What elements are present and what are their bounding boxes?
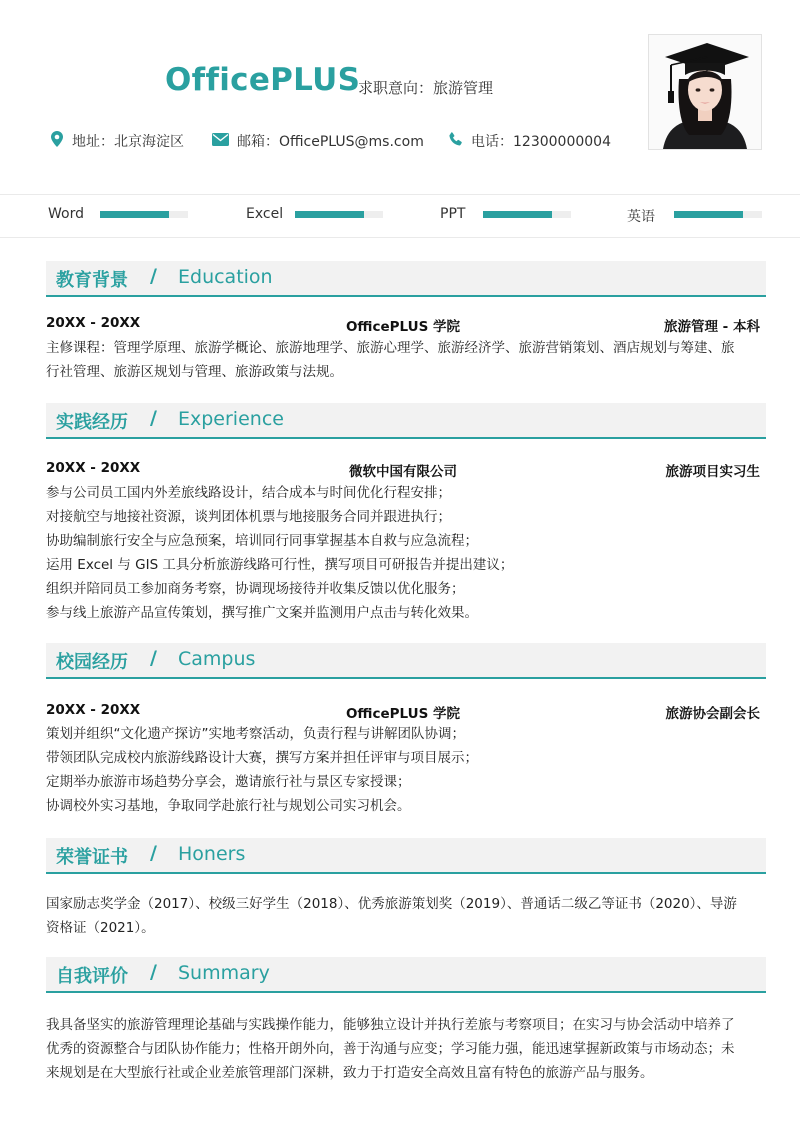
entry-organization: OfficePLUS 学院 xyxy=(345,319,461,335)
entry-organization: 微软中国有限公司 xyxy=(349,464,457,480)
section-header-education xyxy=(46,261,766,297)
contact-phone xyxy=(448,131,611,151)
skill-label: Word xyxy=(48,206,84,222)
section-title-en: Experience xyxy=(178,408,284,430)
email-text: 邮箱：OfficePLUS@ms.com xyxy=(237,134,424,150)
detail-line: 运用 Excel 与 GIS 工具分析旅游线路可行性，撰写项目可研报告并提出建议； xyxy=(46,557,514,573)
section-title-cn: 教育背景 xyxy=(56,270,128,291)
honors-details xyxy=(46,892,762,940)
detail-line: 参与线上旅游产品宣传策划，撰写推广文案并监测用户点击与转化效果。 xyxy=(46,605,478,621)
skill-label: Excel xyxy=(246,206,284,222)
skill-bar-english xyxy=(674,211,762,218)
skill-label: PPT xyxy=(440,206,466,222)
campus-details xyxy=(46,722,762,818)
detail-line: 组织并陪同员工参加商务考察，协调现场接待并收集反馈以优化服务； xyxy=(46,581,465,597)
address-text: 地址：北京海淀区 xyxy=(72,134,184,150)
section-divider: / xyxy=(150,647,157,669)
contact-address xyxy=(50,131,184,151)
section-header-honors xyxy=(46,838,766,874)
section-divider: / xyxy=(150,842,157,864)
detail-line: 资格证（2021）。 xyxy=(46,920,155,936)
section-title-cn: 实践经历 xyxy=(56,412,128,433)
section-header-experience xyxy=(46,403,766,439)
education-details xyxy=(46,336,762,384)
detail-line: 我具备坚实的旅游管理理论基础与实践操作能力，能够独立设计并执行差旅与考察项目；在实习与协会活动中培养了 xyxy=(46,1017,735,1033)
section-title-cn: 荣誉证书 xyxy=(56,847,128,868)
skill-bar-excel xyxy=(295,211,383,218)
detail-line: 行社管理、旅游区规划与管理、旅游政策与法规。 xyxy=(46,364,343,380)
detail-line: 主修课程：管理学原理、旅游学概论、旅游地理学、旅游心理学、旅游经济学、旅游营销策划、酒店规划与筹建、旅 xyxy=(46,340,735,356)
skill-bar-ppt xyxy=(483,211,571,218)
profile-photo xyxy=(648,34,762,150)
entry-date: 20XX - 20XX xyxy=(46,315,141,331)
section-title-cn: 自我评价 xyxy=(56,966,128,987)
section-header-summary xyxy=(46,957,766,993)
detail-line: 定期举办旅游市场趋势分享会，邀请旅行社与景区专家授课； xyxy=(46,774,411,790)
detail-line: 带领团队完成校内旅游线路设计大赛，撰写方案并担任评审与项目展示； xyxy=(46,750,478,766)
mail-icon xyxy=(212,133,237,150)
skill-word xyxy=(48,206,84,222)
skill-english xyxy=(627,206,655,226)
entry-role: 旅游协会副会长 xyxy=(665,706,760,722)
experience-entry-header xyxy=(46,460,760,480)
section-divider: / xyxy=(150,407,157,429)
contact-email xyxy=(212,131,424,151)
phone-text: 电话：12300000004 xyxy=(471,134,611,150)
entry-date: 20XX - 20XX xyxy=(46,460,141,476)
detail-line: 协调校外实习基地，争取同学赴旅行社与规划公司实习机会。 xyxy=(46,798,411,814)
detail-line: 优秀的资源整合与团队协作能力；性格开朗外向，善于沟通与应变；学习能力强，能迅速掌握新政策与市场动态；未 xyxy=(46,1041,735,1057)
detail-line: 协助编制旅行安全与应急预案，培训同行同事掌握基本自救与应急流程； xyxy=(46,533,478,549)
skill-ppt xyxy=(440,206,465,222)
campus-entry-header xyxy=(46,702,760,722)
section-header-campus xyxy=(46,643,766,679)
phone-icon xyxy=(448,132,471,151)
detail-line: 国家励志奖学金（2017）、校级三好学生（2018）、优秀旅游策划奖（2019）、普通话二级乙等证书（2020）、导游 xyxy=(46,896,737,912)
candidate-name: OfficePLUS xyxy=(165,62,361,98)
entry-role: 旅游管理 - 本科 xyxy=(663,319,760,335)
skill-label: 英语 xyxy=(627,209,655,225)
skill-bar-word xyxy=(100,211,188,218)
skill-excel xyxy=(246,206,283,222)
entry-role: 旅游项目实习生 xyxy=(665,464,760,480)
location-icon xyxy=(50,131,72,151)
experience-details xyxy=(46,481,762,625)
entry-date: 20XX - 20XX xyxy=(46,702,141,718)
section-title-en: Education xyxy=(178,266,273,288)
section-title-en: Honers xyxy=(178,843,246,865)
section-title-en: Summary xyxy=(178,962,270,984)
detail-line: 策划并组织“文化遗产探访”实地考察活动，负责行程与讲解团队协调； xyxy=(46,726,465,742)
section-divider: / xyxy=(150,961,157,983)
entry-organization: OfficePLUS 学院 xyxy=(345,706,461,722)
education-entry-header xyxy=(46,315,760,335)
detail-line: 对接航空与地接社资源，谈判团体机票与地接服务合同并跟进执行； xyxy=(46,509,451,525)
summary-details xyxy=(46,1013,762,1085)
section-title-cn: 校园经历 xyxy=(56,652,128,673)
detail-line: 来规划是在大型旅行社或企业差旅管理部门深耕，致力于打造安全高效且富有特色的旅游产品与服务。 xyxy=(46,1065,654,1081)
section-divider: / xyxy=(150,265,157,287)
section-title-en: Campus xyxy=(178,648,256,670)
detail-line: 参与公司员工国内外差旅线路设计，结合成本与时间优化行程安排； xyxy=(46,485,451,501)
job-intent: 求职意向：旅游管理 xyxy=(358,79,494,97)
